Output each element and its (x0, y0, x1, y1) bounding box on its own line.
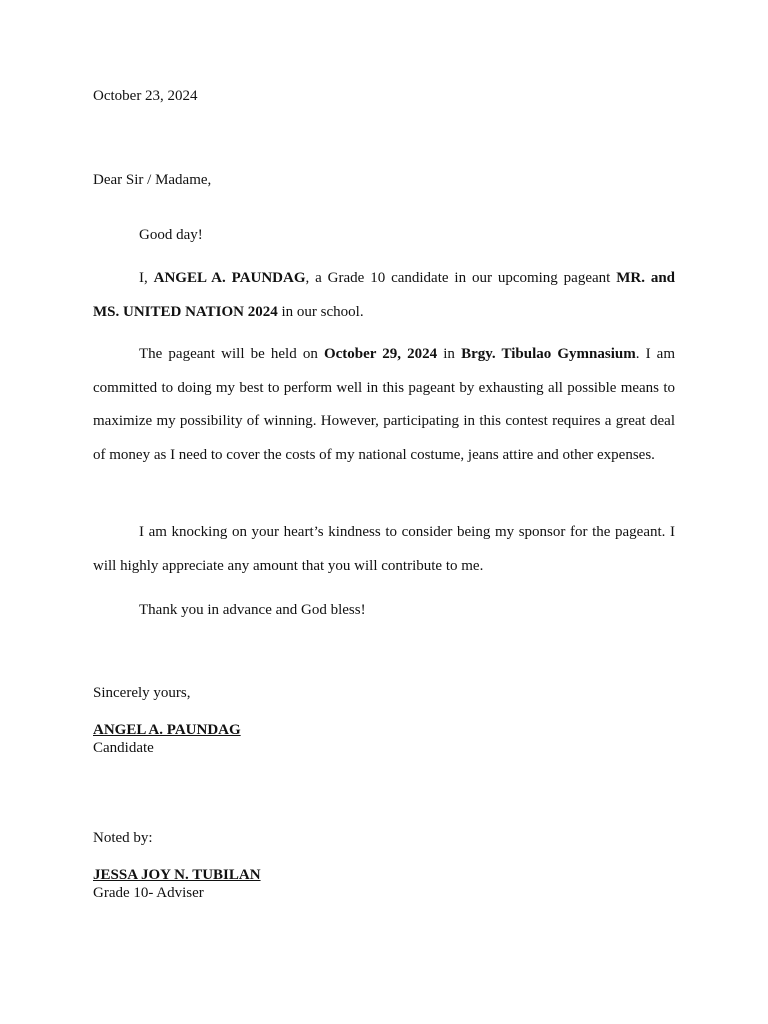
details-text-3: . I am committed to doing my best to perform well in this pageant by exhausting all possible means to maximize my possibility of winning. However, participating in this contest requires a great deal of money as I need to cover the costs of my national costume, jeans attire and other expenses. (93, 346, 675, 463)
noter-block (93, 866, 675, 902)
noter-title: Grade 10- Adviser (93, 885, 204, 901)
greeting: Good day! (139, 227, 203, 243)
closing: Sincerely yours, (93, 685, 191, 701)
thanks-line: Thank you in advance and God bless! (139, 602, 366, 618)
paragraph-intro (93, 262, 675, 329)
pageant-date: October 29, 2024 (323, 346, 438, 362)
paragraph-request: I am knocking on your heart’s kindness to consider being my sponsor for the pageant. I will highly appreciate any amount that you will contribute to me. (93, 524, 675, 574)
details-text-2: in (437, 346, 462, 362)
noted-label: Noted by: (93, 830, 153, 846)
signature-block (93, 721, 675, 757)
pageant-name: MR. and MS. UNITED NATION 2024 (93, 270, 676, 320)
intro-text-3: in our school. (277, 303, 364, 320)
candidate-name: ANGEL A. PAUNDAG (153, 270, 306, 286)
noter-name: JESSA JOY N. TUBILAN (93, 867, 261, 883)
signatory-title: Candidate (93, 740, 154, 756)
paragraph-details (93, 338, 675, 472)
intro-text-1: I, (139, 270, 154, 286)
details-text-1: The pageant will be held on (139, 346, 324, 362)
pageant-venue: Brgy. Tibulao Gymnasium (461, 346, 636, 362)
signatory-name: ANGEL A. PAUNDAG (93, 722, 241, 738)
letter-date: October 23, 2024 (93, 88, 198, 104)
intro-text-2: , a Grade 10 candidate in our upcoming pageant (305, 270, 617, 286)
salutation: Dear Sir / Madame, (93, 172, 212, 188)
